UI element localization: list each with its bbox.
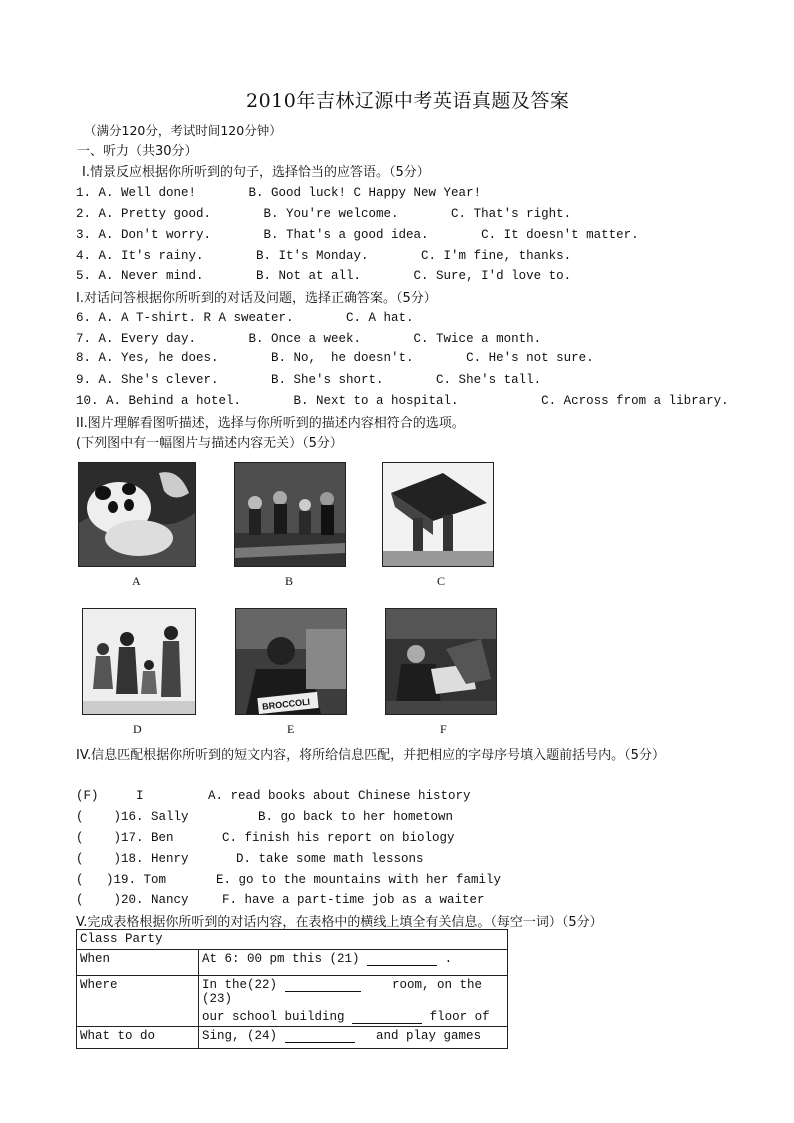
match-right: A. read books about Chinese history — [208, 789, 471, 803]
page-title: 2010年吉林辽源中考英语真题及答案 — [246, 90, 570, 112]
match-left: ( )17. Ben — [76, 831, 174, 845]
what-cell — [199, 1027, 508, 1049]
when-cell — [199, 950, 508, 976]
question-line: 9. A. She's clever. B. She's short. C. She's tall. — [76, 373, 542, 387]
table-header: Class Party — [77, 930, 508, 950]
picture-label: B — [285, 574, 294, 588]
question-line: 1. A. Well done! B. Good luck! C Happy New Year! — [76, 186, 482, 200]
where-text-2: room, on the (23) — [202, 978, 483, 1006]
where-label: Where — [77, 976, 199, 1027]
part2-heading: I.对话问答根据你所听到的对话及问题，选择正确答案。（5分） — [76, 291, 437, 306]
question-line: 8. A. Yes, he does. B. No, he doesn't. C. He's not sure. — [76, 351, 594, 365]
match-right: D. take some math lessons — [236, 852, 424, 866]
match-right: C. finish his report on biology — [222, 831, 455, 845]
part5-heading: V.完成表格根据你所听到的对话内容，在表格中的横线上填全有关信息。（每空一词）（5分） — [76, 915, 603, 930]
broccoli-sign-text: BROCCOLI — [261, 696, 311, 712]
where-text-3: our school building — [202, 1010, 345, 1024]
question-line: 2. A. Pretty good. B. You're welcome. C. That's right. — [76, 207, 572, 221]
part4-heading: IV.信息匹配根据你所听到的短文内容，将所给信息匹配，并把相应的字母序号填入题前括号内。（5分） — [76, 748, 665, 763]
question-line: 10. A. Behind a hotel. B. Next to a hospital. C. Across from a library. — [76, 394, 729, 408]
answer-blank-22[interactable] — [285, 979, 361, 992]
picture-label: E — [287, 722, 295, 736]
question-line: 4. A. It's rainy. B. It's Monday. C. I'm fine, thanks. — [76, 249, 572, 263]
match-left: ( )18. Henry — [76, 852, 189, 866]
picture-c-pavilion — [382, 462, 494, 567]
picture-e-broccoli — [235, 608, 347, 715]
picture-label: C — [437, 574, 446, 588]
match-left: (F) I — [76, 789, 144, 803]
answer-blank-21[interactable] — [367, 953, 437, 966]
match-right: F. have a part-time job as a waiter — [222, 893, 485, 907]
picture-a-panda — [78, 462, 196, 567]
what-text-1: Sing, (24) — [202, 1029, 278, 1043]
match-left: ( )16. Sally — [76, 810, 189, 824]
where-text-1: In the(22) — [202, 978, 278, 992]
picture-b-crowd — [234, 462, 346, 567]
part3-heading: II.图片理解看图听描述，选择与你所听到的描述内容相符合的选项。 — [76, 416, 465, 431]
picture-label: D — [133, 722, 142, 736]
match-left: ( )20. Nancy — [76, 893, 189, 907]
section-heading-listening: 一、听力（共30分） — [77, 144, 198, 159]
question-line: 3. A. Don't worry. B. That's a good idea. C. It doesn't matter. — [76, 228, 639, 242]
picture-label: A — [132, 574, 141, 588]
what-text-2: and play games — [376, 1029, 482, 1043]
where-text-4: floor of — [429, 1010, 490, 1024]
when-period: . — [444, 952, 453, 966]
match-left: ( )19. Tom — [76, 873, 167, 887]
answer-blank-23[interactable] — [352, 1011, 422, 1024]
match-right: B. go back to her hometown — [258, 810, 454, 824]
answer-blank-24[interactable] — [285, 1030, 355, 1043]
where-cell — [199, 976, 508, 1027]
picture-label: F — [440, 722, 447, 736]
when-label: When — [77, 950, 199, 976]
question-line: 6. A. A T-shirt. R A sweater. C. A hat. — [76, 311, 414, 325]
when-text: At 6: 00 pm this (21) — [202, 952, 360, 966]
exam-info: （满分120分，考试时间120分钟） — [84, 123, 282, 138]
question-line: 5. A. Never mind. B. Not at all. C. Sure, I'd love to. — [76, 269, 572, 283]
match-right: E. go to the mountains with her family — [216, 873, 502, 887]
picture-f-reading — [385, 608, 497, 715]
question-line: 7. A. Every day. B. Once a week. C. Twice a month. — [76, 332, 542, 346]
part3-note: (下列图中有一幅图片与描述内容无关）（5分） — [76, 436, 343, 451]
part1-heading: I.情景反应根据你所听到的句子，选择恰当的应答语。（5分） — [82, 165, 430, 180]
what-label: What to do — [77, 1027, 199, 1049]
picture-d-family — [82, 608, 196, 715]
class-party-table — [76, 929, 508, 1049]
